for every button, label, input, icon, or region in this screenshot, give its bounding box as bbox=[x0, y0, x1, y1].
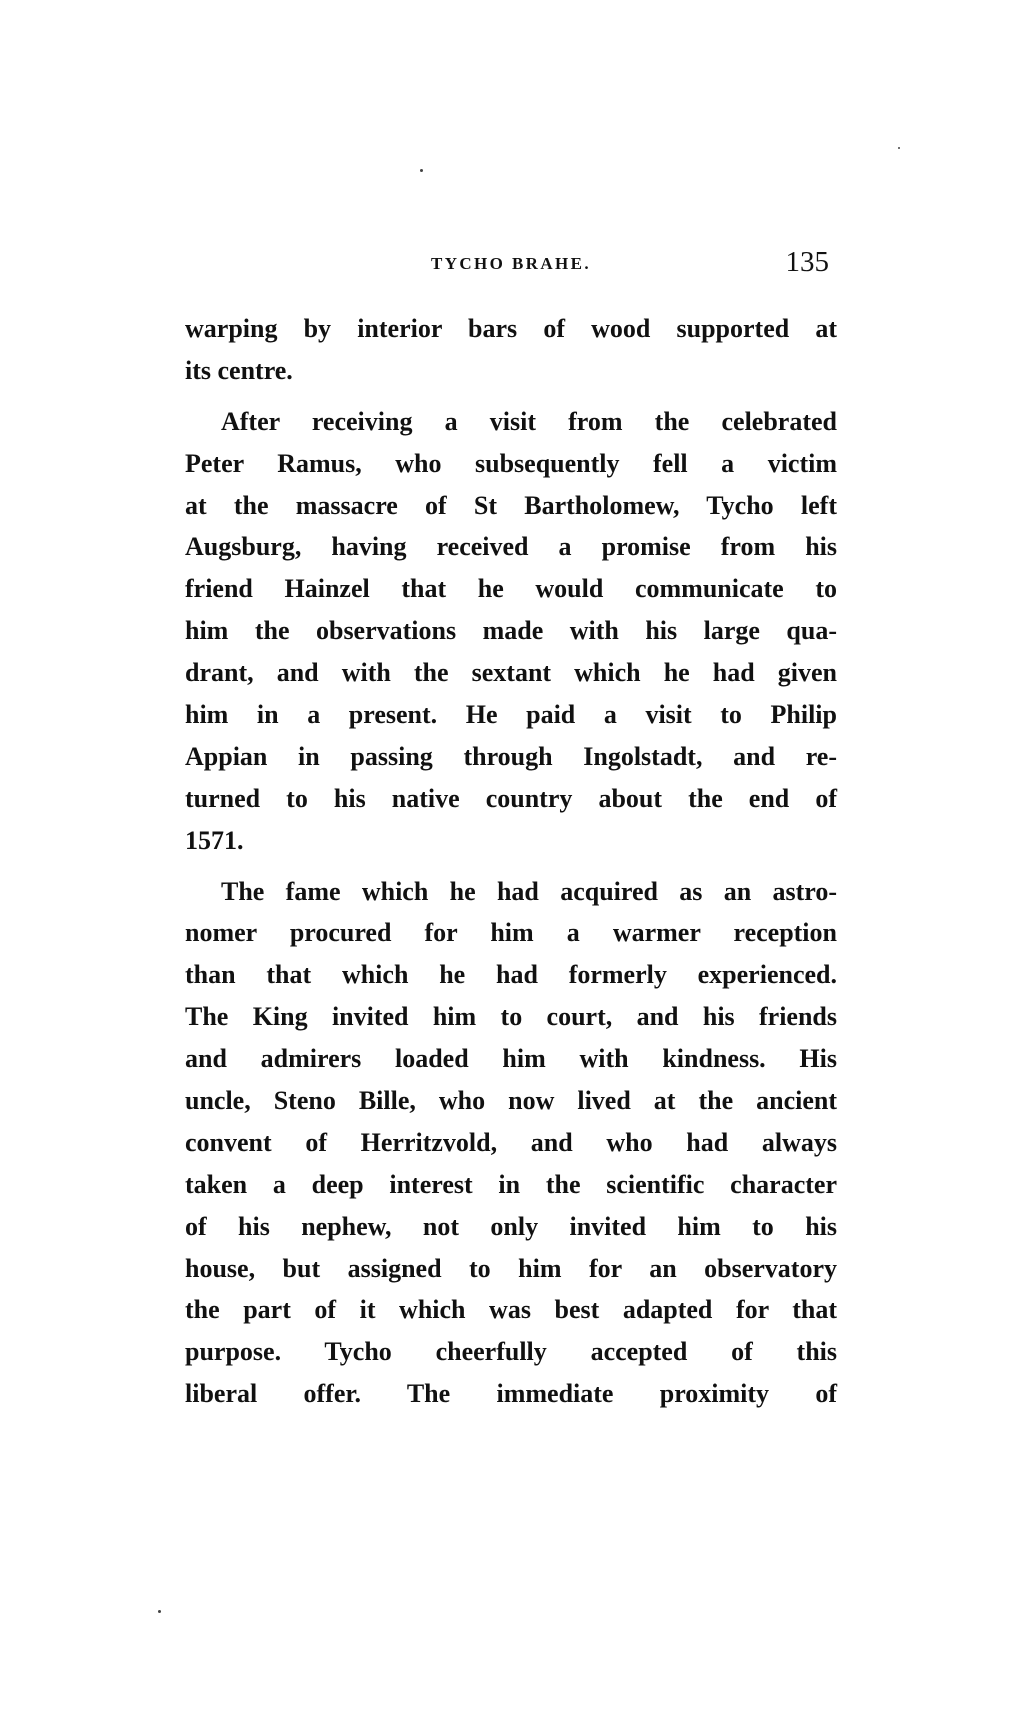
text-line: friend Hainzel that he would communicate to bbox=[185, 574, 837, 604]
text-line: Appian in passing through Ingolstadt, and re- bbox=[185, 741, 837, 771]
scan-speck bbox=[898, 147, 900, 149]
text-line: at the massacre of St Bartholomew, Tycho left bbox=[185, 490, 837, 520]
text-line: turned to his native country about the end of bbox=[185, 783, 837, 813]
paragraph bbox=[185, 871, 837, 1416]
text-line: taken a deep interest in the scientific character bbox=[185, 1169, 837, 1199]
text-line: the part of it which was best adapted for that bbox=[185, 1295, 837, 1325]
text-line: purpose. Tycho cheerfully accepted of this bbox=[185, 1337, 837, 1367]
page-header bbox=[185, 246, 837, 286]
page-number: 135 bbox=[785, 246, 829, 278]
text-line: nomer procured for him a warmer reception bbox=[185, 918, 837, 948]
text-line: drant, and with the sextant which he had given bbox=[185, 658, 837, 688]
text-line: Peter Ramus, who subsequently fell a victim bbox=[185, 448, 837, 478]
scan-speck bbox=[158, 1610, 161, 1613]
text-line: 1571. bbox=[185, 825, 244, 855]
text-line: The King invited him to court, and his friends bbox=[185, 1002, 837, 1032]
text-line: uncle, Steno Bille, who now lived at the ancient bbox=[185, 1086, 837, 1116]
text-line: its centre. bbox=[185, 355, 293, 385]
running-title: TYCHO BRAHE. bbox=[430, 254, 592, 273]
text-line: The fame which he had acquired as an astro- bbox=[221, 876, 837, 906]
text-line: him in a present. He paid a visit to Philip bbox=[185, 700, 837, 730]
text-line: than that which he had formerly experienced. bbox=[185, 960, 837, 990]
paragraph bbox=[185, 401, 837, 862]
text-line: After receiving a visit from the celebrated bbox=[221, 406, 837, 436]
text-line: Augsburg, having received a promise from his bbox=[185, 532, 837, 562]
scan-speck bbox=[420, 169, 423, 172]
text-line: and admirers loaded him with kindness. His bbox=[185, 1044, 837, 1074]
body-text bbox=[185, 308, 837, 1415]
text-line: liberal offer. The immediate proximity of bbox=[185, 1379, 837, 1409]
text-line: warping by interior bars of wood supported at bbox=[185, 314, 837, 343]
paragraph bbox=[185, 308, 837, 392]
text-line: house, but assigned to him for an observatory bbox=[185, 1253, 837, 1283]
text-line: convent of Herritzvold, and who had always bbox=[185, 1127, 837, 1157]
text-line: of his nephew, not only invited him to his bbox=[185, 1211, 837, 1241]
text-line: him the observations made with his large qua- bbox=[185, 616, 837, 646]
